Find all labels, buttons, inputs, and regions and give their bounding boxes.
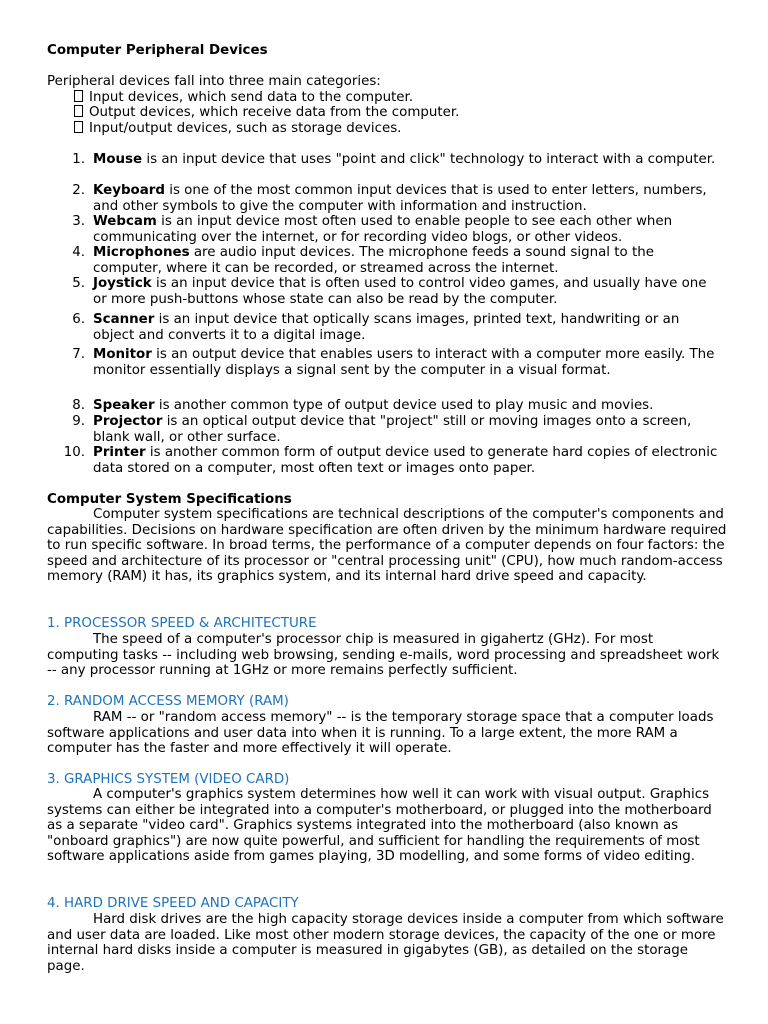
section-heading-harddrive: 4. HARD DRIVE SPEED AND CAPACITY [47, 896, 299, 911]
checkbox-bullet-icon [74, 105, 83, 117]
section-paragraph: The speed of a computer's processor chip is measured in gigahertz (GHz). For most computing tasks -- including web browsing, sending e-mails, word processing and spreadsheet work -- any processor running at 1GHz or more remains perfectly sufficient. [47, 632, 720, 679]
section-paragraph: Hard disk drives are the high capacity storage devices inside a computer from which software and user data are loaded. Like most other modern storage devices, the capacity of the one or more internal hard disks inside a computer is measured in gigabytes (GB), as detailed on the storage page. [47, 912, 724, 974]
section-heading-ram: 2. RANDOM ACCESS MEMORY (RAM) [47, 694, 289, 709]
section-heading-processor: 1. PROCESSOR SPEED & ARCHITECTURE [47, 616, 317, 631]
section-paragraph: A computer's graphics system determines how well it can work with visual output. Graphics systems can either be integrated into a computer's motherboard, or plugged into the motherboard as a separate "video card". Graphics systems integrated into the motherboard (also known as "onboard graphics") are now quite powerful, and sufficient for handling the requirements of most software applications aside from games playing, 3D modelling, and some forms of video editing. [47, 787, 712, 865]
page-title: Computer Peripheral Devices [47, 43, 268, 58]
section-paragraph: RAM -- or "random access memory" -- is the temporary storage space that a computer loads software applications and user data into when it is running. To a large extent, the more RAM a computer has the faster and more effectively it will operate. [47, 710, 714, 757]
section-heading-graphics: 3. GRAPHICS SYSTEM (VIDEO CARD) [47, 772, 290, 787]
section-title: Computer System Specifications [47, 492, 292, 507]
bullet-item: Input devices, which send data to the computer. [74, 90, 413, 106]
intro-text: Peripheral devices fall into three main categories: [47, 74, 381, 89]
bullet-item: Output devices, which receive data from the computer. [74, 105, 459, 121]
document-page: Computer Peripheral Devices Peripheral devices fall into three main categories: Input devices, which send data to the computer. Output devices, which receive data from the computer. Input/output devices, such as storage devices. 1. Mouse is an input device that uses "point and click" technology to interact with a computer. 2. Keyboard is one of the most common input devices that is used to enter letters, numbers, and other symbols to give the computer with information and instruction. 3. Webcam is an input device most often used to enable people to see each other when communicating over the internet, or for recording video blogs, or other videos. 4. Microphones are audio input devices. The microphone feeds a sound signal to the computer, where it can be recorded, or streamed across the internet. 5. Joystick is an input device that is often used to control video games, and usually have one or more push-buttons whose state can also be read by the computer. 6. Scanner is an input device that optically scans images, printed text, handwriting or an object and converts it to a digital image. 7. Monitor is an output device that enables users to interact with a computer more easily. The monitor essentially displays a signal sent by the computer in a visual format. 8. Speaker is another common type of output device used to play music and movies. 9. Projector is an optical output device that "project" still or moving images onto a screen, blank wall, or other surface. 10. Printer is another common form of output device used to generate hard copies of electronic data stored on a computer, most often text or images onto paper. Computer System Specifications Computer system specifications are technical descriptions of the computer's components and capabilities. Decisions on hardware specification are often driven by the minimum hardware required to run specific software. In broad terms, the performance of a computer depends on four factors: the speed and architecture of its processor or "central processing unit" (CPU), how much random-access memory (RAM) it has, its graphics system, and its internal hard drive speed and capacity. 1. PROCESSOR SPEED & ARCHITECTURE The speed of a computer's processor chip is measured in gigahertz (GHz). For most computing tasks -- including web browsing, sending e-mails, word processing and spreadsheet work -- any processor running at 1GHz or more remains perfectly sufficient. 2. RANDOM ACCESS MEMORY (RAM) RAM -- or "random access memory" -- is the temporary storage space that a computer loads software applications and user data into when it is running. To a large extent, the more RAM a computer has the faster and more effectively it will operate. 3. GRAPHICS SYSTEM (VIDEO CARD) A computer's graphics system determines how well it can work with visual output. Graphics systems can either be integrated into a computer's motherboard, or plugged into the motherboard as a separate "video card". Graphics systems integrated into the motherboard (also known as "onboard graphics") are now quite powerful, and sufficient for handling the requirements of most software applications aside from games playing, 3D modelling, and some forms of video editing. 4. HARD DRIVE SPEED AND CAPACITY Hard disk drives are the high capacity storage devices inside a computer from which software and user data are loaded. Like most other modern storage devices, the capacity of the one or more internal hard disks inside a computer is measured in gigabytes (GB), as detailed on the storage page. [47, 43, 727, 974]
bullet-item: Input/output devices, such as storage devices. [74, 121, 401, 137]
checkbox-bullet-icon [74, 121, 83, 133]
checkbox-bullet-icon [74, 90, 83, 102]
spec-paragraph: Computer system specifications are technical descriptions of the computer's components and capabilities. Decisions on hardware specification are often driven by the minimum hardware required to run specific software. In broad terms, the performance of a computer depends on four factors: the speed and architecture of its processor or "central processing unit" (CPU), how much random-access memory (RAM) it has, its graphics system, and its internal hard drive speed and capacity. [47, 507, 727, 585]
